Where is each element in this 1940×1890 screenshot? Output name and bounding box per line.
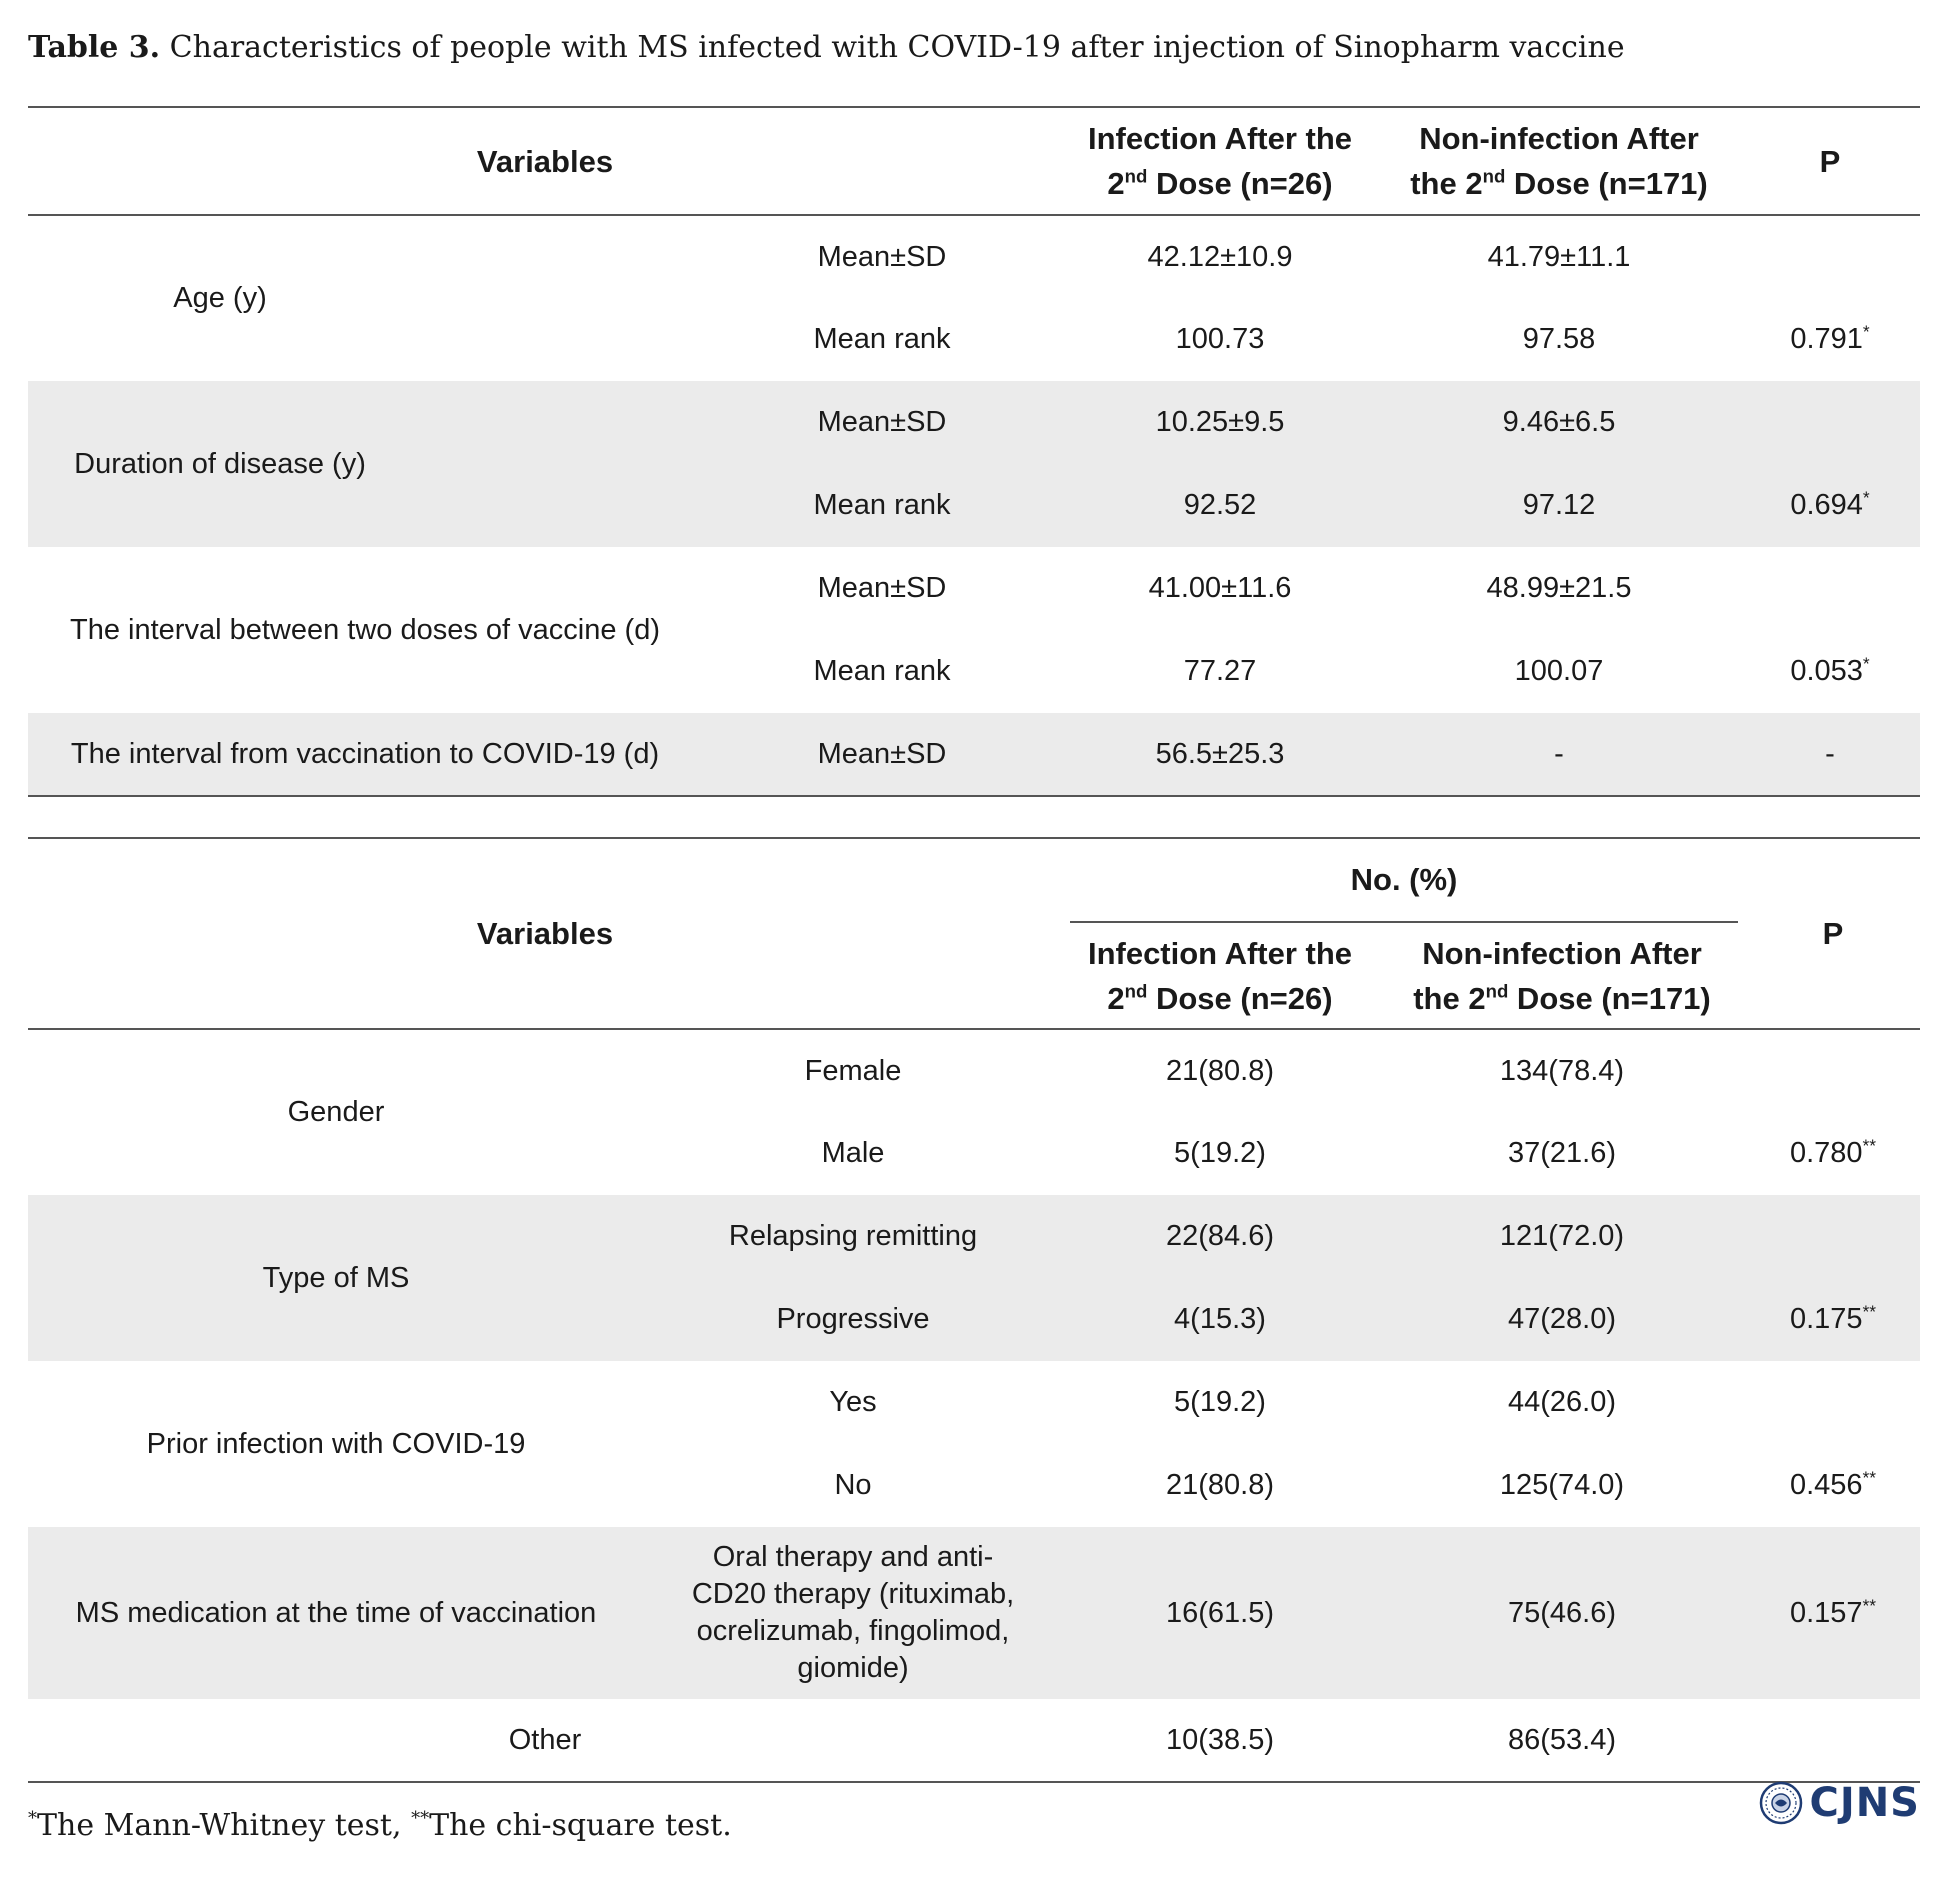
table-row bbox=[28, 215, 1920, 298]
table-row bbox=[28, 1699, 1920, 1782]
cell-infection: 10.25±9.5 bbox=[1062, 381, 1378, 464]
cell-noninfection: 37(21.6) bbox=[1508, 1137, 1617, 1169]
cell-p bbox=[1746, 1527, 1920, 1699]
p-mark: * bbox=[1862, 487, 1870, 508]
journal-logo bbox=[1759, 1780, 1920, 1826]
cell-p bbox=[1746, 1699, 1920, 1782]
row-label: MS medication at the time of vaccination bbox=[28, 1527, 644, 1699]
table-row bbox=[28, 1029, 1920, 1112]
table2-header-row-1 bbox=[28, 838, 1920, 923]
cell-infection: 77.27 bbox=[1183, 655, 1257, 687]
category-line: CD20 therapy (rituximab, bbox=[691, 1578, 1015, 1610]
cell-p bbox=[1740, 215, 1920, 298]
table-row bbox=[28, 713, 1920, 796]
header-line2: the 2 bbox=[1410, 166, 1483, 201]
p-value: 0.780 bbox=[1789, 1137, 1863, 1169]
p-mark: ** bbox=[1862, 1594, 1877, 1615]
table-row bbox=[28, 381, 1920, 464]
table2-header-infection bbox=[1062, 923, 1378, 1029]
table-caption bbox=[28, 28, 1625, 68]
footnote-text-1: The Mann-Whitney test, bbox=[37, 1808, 412, 1843]
header-sup: nd bbox=[1124, 980, 1148, 1002]
row-label: The interval between two doses of vaccine (d) bbox=[70, 613, 660, 646]
cell-noninfection: 41.79±11.1 bbox=[1487, 240, 1631, 273]
cell-p bbox=[1746, 1278, 1920, 1361]
journal-logo-text: CJNS bbox=[1809, 1780, 1920, 1826]
row-label: Prior infection with COVID-19 bbox=[146, 1427, 526, 1460]
table2-header-noninfection bbox=[1378, 923, 1746, 1029]
stat-label: Mean rank bbox=[813, 655, 951, 687]
category-label: Relapsing remitting bbox=[644, 1195, 1062, 1278]
header-line2: 2 bbox=[1107, 980, 1125, 1016]
table2-header-p: P bbox=[1822, 916, 1844, 951]
footnote-mark-2: ** bbox=[411, 1808, 430, 1829]
cell-noninfection: 9.46±6.5 bbox=[1378, 381, 1740, 464]
cell-noninfection: 100.07 bbox=[1514, 655, 1604, 687]
stat-label: Mean rank bbox=[702, 464, 1062, 547]
p-value: 0.791 bbox=[1790, 323, 1863, 355]
stat-label: Mean±SD bbox=[817, 572, 947, 604]
cell-infection: 21(80.8) bbox=[1165, 1469, 1274, 1501]
table2-header-no-pct bbox=[1062, 838, 1746, 923]
category-line: giomide) bbox=[797, 1652, 909, 1684]
footnote-text-2: The chi-square test. bbox=[429, 1808, 732, 1843]
cell-p bbox=[1746, 1029, 1920, 1112]
header-line1: Non-infection After bbox=[1419, 121, 1699, 156]
table-continuous-variables bbox=[28, 106, 1920, 797]
header-line2-rest: Dose (n=171) bbox=[1505, 166, 1708, 201]
p-value: 0.456 bbox=[1789, 1469, 1863, 1501]
stat-label: Mean±SD bbox=[817, 240, 947, 273]
header-sup: nd bbox=[1124, 165, 1148, 187]
header-line2-rest: Dose (n=26) bbox=[1147, 166, 1333, 201]
row-label: Gender bbox=[287, 1096, 385, 1128]
row-label: Type of MS bbox=[28, 1195, 644, 1361]
cell-infection: 5(19.2) bbox=[1174, 1386, 1266, 1418]
category-line: ocrelizumab, fingolimod, bbox=[696, 1615, 1010, 1647]
cell-p bbox=[1746, 1444, 1920, 1527]
header-line2: the 2 bbox=[1413, 980, 1486, 1016]
no-pct-label: No. (%) bbox=[1070, 839, 1738, 923]
cell-noninfection: 125(74.0) bbox=[1499, 1469, 1625, 1501]
table-row bbox=[28, 1527, 1920, 1699]
cell-noninfection: 86(53.4) bbox=[1508, 1723, 1617, 1756]
row-label: The interval from vaccination to COVID-19 (d) bbox=[28, 713, 702, 796]
cell-infection: 92.52 bbox=[1062, 464, 1378, 547]
cell-noninfection: - bbox=[1378, 713, 1740, 796]
p-mark: * bbox=[1862, 653, 1870, 674]
cell-p bbox=[1740, 381, 1920, 464]
page bbox=[28, 0, 1920, 1890]
cell-noninfection: 48.99±21.5 bbox=[1486, 572, 1632, 604]
cell-p bbox=[1740, 298, 1920, 381]
table-caption-label: Table 3. bbox=[28, 30, 161, 65]
header-line2-rest: Dose (n=171) bbox=[1508, 980, 1711, 1016]
stat-label: Mean±SD bbox=[702, 713, 1062, 796]
table-categorical-variables bbox=[28, 837, 1920, 1783]
category-label: Yes bbox=[829, 1386, 877, 1418]
journal-seal-icon bbox=[1759, 1781, 1803, 1825]
table1-header-variables: Variables bbox=[476, 143, 614, 179]
table1-header-noninfection bbox=[1378, 107, 1740, 215]
header-line1: Infection After the bbox=[1087, 935, 1353, 971]
table1-header-row bbox=[28, 107, 1920, 215]
footnote-mark-1: * bbox=[28, 1808, 37, 1829]
row-label: Age (y) bbox=[173, 282, 267, 314]
cell-noninfection: 47(28.0) bbox=[1378, 1278, 1746, 1361]
cell-infection: 5(19.2) bbox=[1174, 1137, 1266, 1169]
category-label: No bbox=[834, 1469, 872, 1501]
header-sup: nd bbox=[1485, 980, 1509, 1002]
table-row bbox=[28, 1361, 1920, 1444]
cell-infection: 4(15.3) bbox=[1062, 1278, 1378, 1361]
cell-infection: 41.00±11.6 bbox=[1148, 572, 1292, 604]
cell-p bbox=[1740, 464, 1920, 547]
header-line1: Non-infection After bbox=[1422, 935, 1702, 971]
cell-infection: 16(61.5) bbox=[1062, 1527, 1378, 1699]
cell-p: - bbox=[1740, 713, 1920, 796]
cell-infection: 42.12±10.9 bbox=[1147, 240, 1293, 273]
cell-infection: 10(38.5) bbox=[1165, 1723, 1274, 1756]
p-value: 0.053 bbox=[1790, 655, 1863, 687]
table-row bbox=[28, 547, 1920, 630]
cell-p bbox=[1740, 630, 1920, 713]
table1-header-p: P bbox=[1819, 143, 1841, 179]
category-label: Female bbox=[804, 1054, 902, 1087]
table1-header-infection bbox=[1062, 107, 1378, 215]
p-mark: ** bbox=[1862, 1301, 1877, 1322]
header-line2: 2 bbox=[1107, 166, 1125, 201]
stat-label: Mean±SD bbox=[702, 381, 1062, 464]
row-label: Other bbox=[508, 1723, 582, 1756]
p-mark: * bbox=[1862, 321, 1870, 342]
cell-p bbox=[1746, 1195, 1920, 1278]
cell-noninfection: 97.12 bbox=[1378, 464, 1740, 547]
header-line1: Infection After the bbox=[1087, 121, 1353, 156]
category-label: Progressive bbox=[644, 1278, 1062, 1361]
category-label: Male bbox=[821, 1137, 885, 1169]
cell-noninfection: 121(72.0) bbox=[1378, 1195, 1746, 1278]
cell-p bbox=[1740, 547, 1920, 630]
cell-infection: 100.73 bbox=[1175, 323, 1265, 355]
cell-p bbox=[1746, 1361, 1920, 1444]
p-value: 0.694 bbox=[1790, 489, 1863, 521]
header-line2-rest: Dose (n=26) bbox=[1147, 980, 1333, 1016]
cell-noninfection: 134(78.4) bbox=[1499, 1054, 1625, 1087]
row-label: Duration of disease (y) bbox=[28, 381, 702, 547]
table2-header-variables: Variables bbox=[476, 916, 614, 951]
p-mark: ** bbox=[1862, 1467, 1877, 1488]
category-label bbox=[644, 1527, 1062, 1699]
cell-infection: 22(84.6) bbox=[1062, 1195, 1378, 1278]
cell-noninfection: 44(26.0) bbox=[1508, 1386, 1617, 1418]
header-sup: nd bbox=[1482, 165, 1506, 187]
p-value: 0.157 bbox=[1789, 1596, 1863, 1629]
cell-noninfection: 97.58 bbox=[1522, 323, 1596, 355]
cell-noninfection: 75(46.6) bbox=[1378, 1527, 1746, 1699]
table-caption-text: Characteristics of people with MS infected with COVID-19 after injection of Sinopharm vaccine bbox=[169, 30, 1625, 65]
table-footnote bbox=[28, 1808, 732, 1843]
category-line: Oral therapy and anti- bbox=[712, 1541, 994, 1573]
cell-p bbox=[1746, 1112, 1920, 1195]
cell-infection: 56.5±25.3 bbox=[1062, 713, 1378, 796]
table-row bbox=[28, 1195, 1920, 1278]
p-mark: ** bbox=[1862, 1135, 1877, 1156]
p-value: 0.175 bbox=[1789, 1303, 1863, 1335]
cell-infection: 21(80.8) bbox=[1165, 1054, 1274, 1087]
stat-label: Mean rank bbox=[813, 323, 951, 355]
